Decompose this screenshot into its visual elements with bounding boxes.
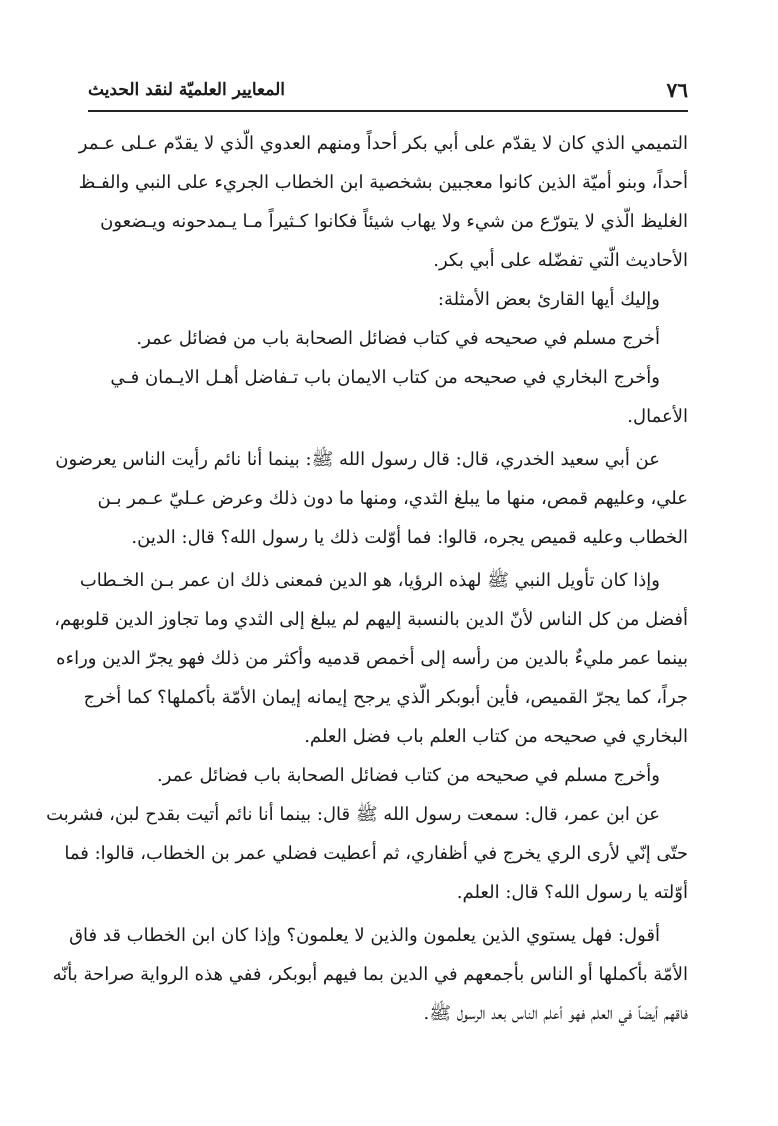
- text-line: بينما عمر مليءٌ بالدين من رأسه إلى أخمص قدميه وأكثر من ذلك فهو يجرّ الدين وراءه: [56, 648, 688, 669]
- text-line: وإليك أيها القارئ بعض الأمثلة:: [437, 289, 660, 310]
- running-title: المعايير العلميّة لنقد الحديث: [88, 80, 285, 100]
- text-line: أفضل من كل الناس لأنّ الدين بالنسبة إليهم لم يبلغ إلى الثدي وما تجاوز الدين قلوبهم،: [54, 609, 688, 630]
- text-line: أخرج مسلم في صحيحه في كتاب فضائل الصحابة باب من فضائل عمر.: [136, 328, 660, 349]
- page-number: ٧٦: [666, 78, 688, 102]
- text-line: التميمي الذي كان لا يقدّم على أبي بكر أحداً ومنهم العدوي الّذي لا يقدّم عـلى عـمر: [78, 133, 688, 154]
- text-line: عن ابن عمر، قال: سمعت رسول الله ﷺ قال: بينما أنا نائم أتيت بقدح لبن، فشربت: [46, 804, 660, 825]
- text-line: البخاري في صحيحه من كتاب العلم باب فضل العلم.: [304, 726, 688, 747]
- text-line: الأمّة بأكملها أو الناس بأجمعهم في الدين بما فيهم أبوبكر، ففي هذه الرواية صراحة بأنّه: [52, 964, 688, 985]
- text-line: علي، وعليهم قمص، منها ما يبلغ الثدي، ومنها ما دون ذلك وعرض عـليّ عـمر بـن: [97, 488, 688, 509]
- text-line: وأخرج البخاري في صحيحه من كتاب الايمان باب تـفاضل أهـل الايـمان فـي: [110, 367, 660, 388]
- text-line: أقول: فهل يستوي الذين يعلمون والذين لا يعلمون؟ وإذا كان ابن الخطاب قد فاق: [69, 925, 660, 946]
- text-line: أحداً، وبنو أميّة الذين كانوا معجبين بشخصية ابن الخطاب الجريء على النبي والفـظ: [78, 172, 688, 193]
- text-line: وإذا كان تأويل النبي ﷺ لهذه الرؤيا، هو الدين فمعنى ذلك ان عمر بـن الخـطاب: [79, 570, 660, 591]
- text-line: الأحاديث الّتي تفضّله على أبي بكر.: [433, 250, 688, 271]
- header-rule: [88, 110, 688, 112]
- text-line: وأخرج مسلم في صحيحه من كتاب فضائل الصحابة باب فضائل عمر.: [157, 765, 660, 786]
- text-line: الأعمال.: [627, 406, 688, 427]
- body-text: [46, 124, 688, 1033]
- page-header: [88, 78, 688, 106]
- text-line: الغليظ الّذي لا يتورّع من شيء ولا يهاب شيئاً فكانوا كـثيراً مـا يـمدحونه ويـضعون: [100, 211, 688, 232]
- text-line: جراً، كما يجرّ القميص، فأين أبوبكر الّذي يرجح إيمانه إيمان الأمّة بأكملها؟ كما أخرج: [83, 687, 688, 708]
- text-line: عن أبي سعيد الخدري، قال: قال رسول الله ﷺ: بينما أنا نائم رأيت الناس يعرضون: [55, 449, 660, 470]
- text-line: أوّلته يا رسول الله؟ قال: العلم.: [456, 882, 688, 903]
- text-line: الخطاب وعليه قميص يجره، قالوا: فما أوّلت ذلك يا رسول الله؟ قال: الدين.: [131, 527, 688, 548]
- text-line: حتّى إنّي لأرى الري يخرج في أظفاري، ثم أعطيت فضلي عمر بن الخطاب، قالوا: فما: [64, 843, 688, 864]
- text-line: فاقهم أيضاً في العلم فهو أعلم الناس بعد الرسول ﷺ.: [423, 1003, 688, 1024]
